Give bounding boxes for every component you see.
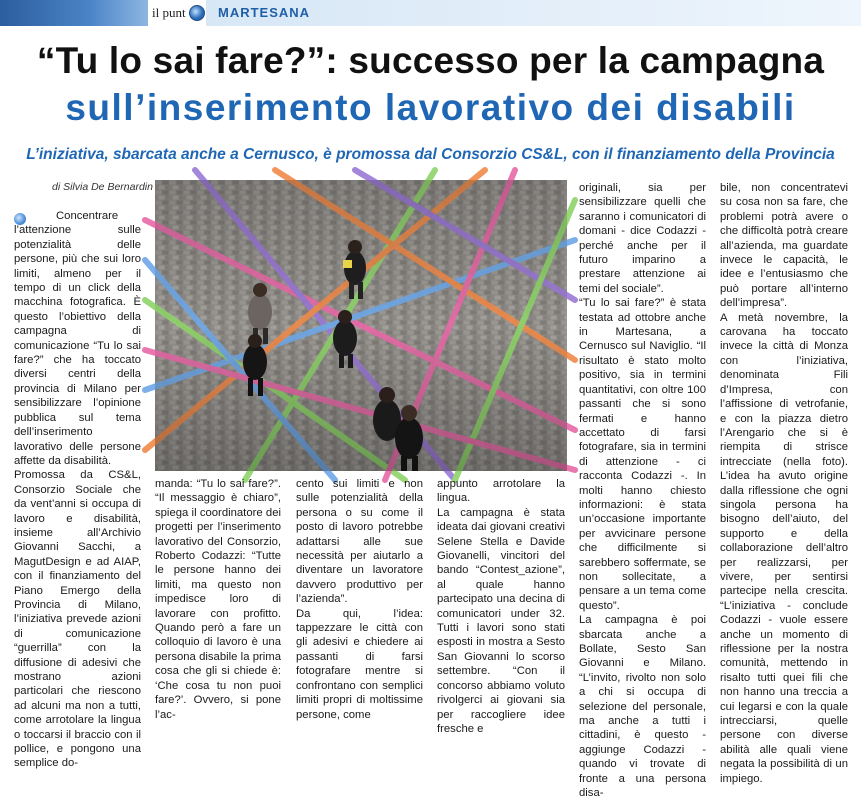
header-bar bbox=[0, 0, 861, 26]
headline-line-1: “Tu lo sai fare?”: successo per la campagna bbox=[36, 40, 825, 81]
text-column-2 bbox=[155, 477, 281, 721]
paragraph: originali, sia per sensibilizzare quelli che saranno i comunicatori di domani - dice Codazzi - perché anche per il futuro imparino a prestare attenzione ai temi del sociale”. bbox=[579, 182, 706, 295]
header-color-band bbox=[0, 0, 148, 26]
headline-line-2: sull’inserimento lavorativo dei disabili bbox=[65, 87, 796, 128]
logo-globe-icon bbox=[189, 5, 205, 21]
paragraph: Concentrare l’attenzione sulle potenzialità delle persone, più che sui loro limiti, almeno per il tempo di un click della macchina fotografica. È questo l’obiettivo della campagna di comunicazione “Tu lo sai fare?” che ha toccato diversi centri della provincia di Milano per sensibilizzare l’opinione pubblica sul tema dell’inserimento lavorativo delle persone affette da disabilità. bbox=[14, 210, 141, 467]
paragraph: La campagna è poi sbarcata anche a Bollate, Sesto San Giovanni e Milano. “L’invito, rivolto non solo a chi si occupa di selezione del personale, ma anche a tutti i cittadini, è questo - aggiunge Codazzi - quando vi trovate di fronte a una persona disa- bbox=[579, 614, 706, 800]
photo-piazza-stripes bbox=[155, 180, 567, 471]
paragraph: appunto arrotolare la lingua. bbox=[437, 478, 565, 505]
paragraph: La campagna è stata ideata dai giovani creativi Selene Stella e Davide Giovanelli, vincitori del bando “Contest_azione”, al quale hanno partecipato una decina di comunicatori under 32. Tutti i lavori sono stati esposti in mostra a Sesto San Giovanni lo scorso settembre. “Con il concorso abbiamo voluto rivolgerci ai giovani sia per raccogliere idee fresche e bbox=[437, 506, 565, 735]
subheadline: L’iniziativa, sbarcata anche a Cernusco, è promossa dal Consorzio CS&L, con il finanziamento della Provincia bbox=[26, 146, 835, 163]
paragraph: Da qui, l’idea: tappezzare le città con gli adesivi e chiedere ai passanti di farsi fotografare mentre si confrontano con semplici limiti propri di moltissime persone, come bbox=[296, 607, 423, 721]
photo-illustration bbox=[155, 180, 567, 471]
text-column-4 bbox=[437, 477, 565, 735]
paragraph: manda: “Tu lo sai fare?”. “Il messaggio è chiaro”, spiega il coordinatore dei progetti per l’inserimento lavorativo del Consorzio, Roberto Codazzi: “Tutte le persone hanno dei limiti, ma questo non impedisce loro di lavorare con profitto. Quando però a fare un colloquio di lavoro è una persona disabile la prima cosa che gli si chiede è: ‘Che cosa tu non puoi fare?’. Ovvero, si pone l’ac- bbox=[155, 478, 281, 721]
text-column-1 bbox=[14, 209, 141, 770]
paragraph: bile, non concentratevi su cosa non sa fare, che problemi potrà avere o che difficoltà potrà creare all’azienda, ma guardate invece le capacità, le idee e l’entusiasmo che può portare all’interno dell’impresa”. bbox=[720, 182, 848, 310]
text-column-6 bbox=[720, 181, 848, 785]
text-column-5 bbox=[579, 181, 706, 800]
publication-logo bbox=[148, 2, 209, 24]
paragraph: cento sui limiti e non sulle potenzialità della persona o su come il posto di lavoro potrebbe adattarsi alle sue necessità per aiutarlo a diventare un lavoratore davvero produttivo per l’azienda”. bbox=[296, 478, 423, 606]
section-label: MARTESANA bbox=[206, 0, 861, 26]
paragraph: Promossa da CS&L, Consorzio Sociale che da vent’anni si occupa di lavoro e disabilità, insieme all’Archivio Giovanni Sacchi, a MagutDesign e ad AIAP, con il finanziamento del Piano Emergo della Provincia di Milano, l’iniziativa prevede azioni di comunicazione “guerrilla” con la diffusione di adesivi che mostrano azioni particolari che riescono ad alcuni ma non a tutti, come arrotolare la lingua o toccarsi il braccio con il pollice, e pongono una semplice do- bbox=[14, 469, 141, 770]
text-column-3 bbox=[296, 477, 423, 721]
paragraph: A metà novembre, la carovana ha toccato invece la città di Monza con l’iniziativa, denominata Fili d’Impresa, con l’affissione di vetrofanie, e con la piazza dietro l’Arengario che si è riempita di strisce intrecciate (nella foto). L’idea ha avuto origine dalla riflessione che ogni singola persona ha bisogno dell’aiuto, del supporto e della collaborazione dell’altro per realizzarsi, per vivere, per sentirsi partecipe nella crescita. “L’iniziativa - conclude Codazzi - vuole essere anche un momento di riflessione per la nostra comunità, mettendo in risalto tutti quei fili che non hanno una treccia a cui legarsi e con la quale intrecciarsi, quelle persone con diverse abilità alle quali viene negata la possibilità di un impiego. bbox=[720, 311, 848, 785]
paragraph: “Tu lo sai fare?” è stata testata ad ottobre anche in Martesana, a Cernusco sul Naviglio. “Il risultato è stato molto positivo, sia in termini quantitativi, con oltre 100 passanti che si sono fermati e hanno accettato di farsi fotografare, sia in termini di attenzione - ci racconta Codazzi -. In molti hanno chiesto informazioni: è stata un’occasione importante per avvicinare persone che difficilmente si sarebbero soffermate, se non sollecitate, a pensare a un tema come questo”. bbox=[579, 297, 706, 612]
logo-text: il punt bbox=[152, 5, 186, 20]
byline: di Silvia De Bernardin bbox=[52, 181, 153, 193]
